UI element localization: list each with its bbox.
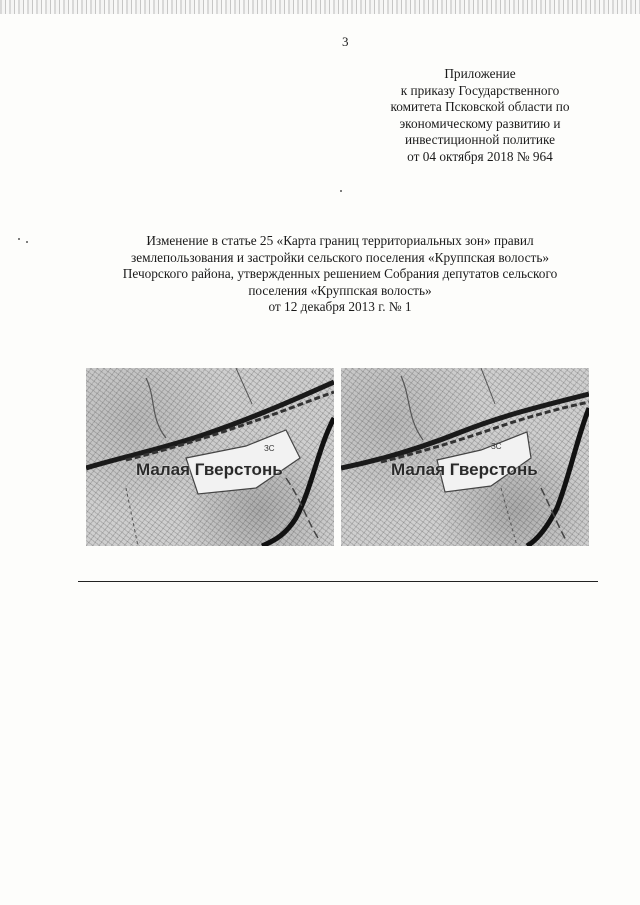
title-line: землепользования и застройки сельского поселения «Круппская волость» xyxy=(130,249,550,265)
map-drawing xyxy=(86,368,334,546)
title-line: от 12 декабря 2013 г. № 1 xyxy=(268,299,412,314)
appendix-line: к приказу Государственного xyxy=(400,82,560,98)
appendix-line: от 04 октября 2018 № 964 xyxy=(407,148,553,164)
zone-code-label: ЗС xyxy=(264,444,275,453)
document-title xyxy=(60,233,620,316)
scan-speck xyxy=(18,238,20,240)
map-drawing xyxy=(341,368,589,546)
scan-speck xyxy=(26,241,28,243)
appendix-line: Приложение xyxy=(444,66,516,81)
title-line: Печорского района, утвержденных решением Собрания депутатов сельского xyxy=(122,266,558,281)
settlement-label: Малая Гверстонь xyxy=(136,460,283,479)
map-fragment-after xyxy=(341,368,589,546)
page-number: 3 xyxy=(342,34,349,49)
appendix-line: комитета Псковской области по xyxy=(390,99,570,114)
appendix-line: инвестиционной политике xyxy=(405,132,555,147)
scan-speck xyxy=(340,190,342,192)
horizontal-rule xyxy=(78,581,598,582)
appendix-header xyxy=(370,66,590,165)
zone-code-label: ЗС xyxy=(491,442,502,451)
scan-edge-artifact xyxy=(0,0,640,14)
settlement-label: Малая Гверстонь xyxy=(391,460,538,479)
map-fragment-before xyxy=(86,368,334,546)
title-line: поселения «Круппская волость» xyxy=(248,282,432,298)
appendix-line: экономическому развитию и xyxy=(399,115,561,131)
title-line: Изменение в статье 25 «Карта границ территориальных зон» правил xyxy=(146,233,534,248)
